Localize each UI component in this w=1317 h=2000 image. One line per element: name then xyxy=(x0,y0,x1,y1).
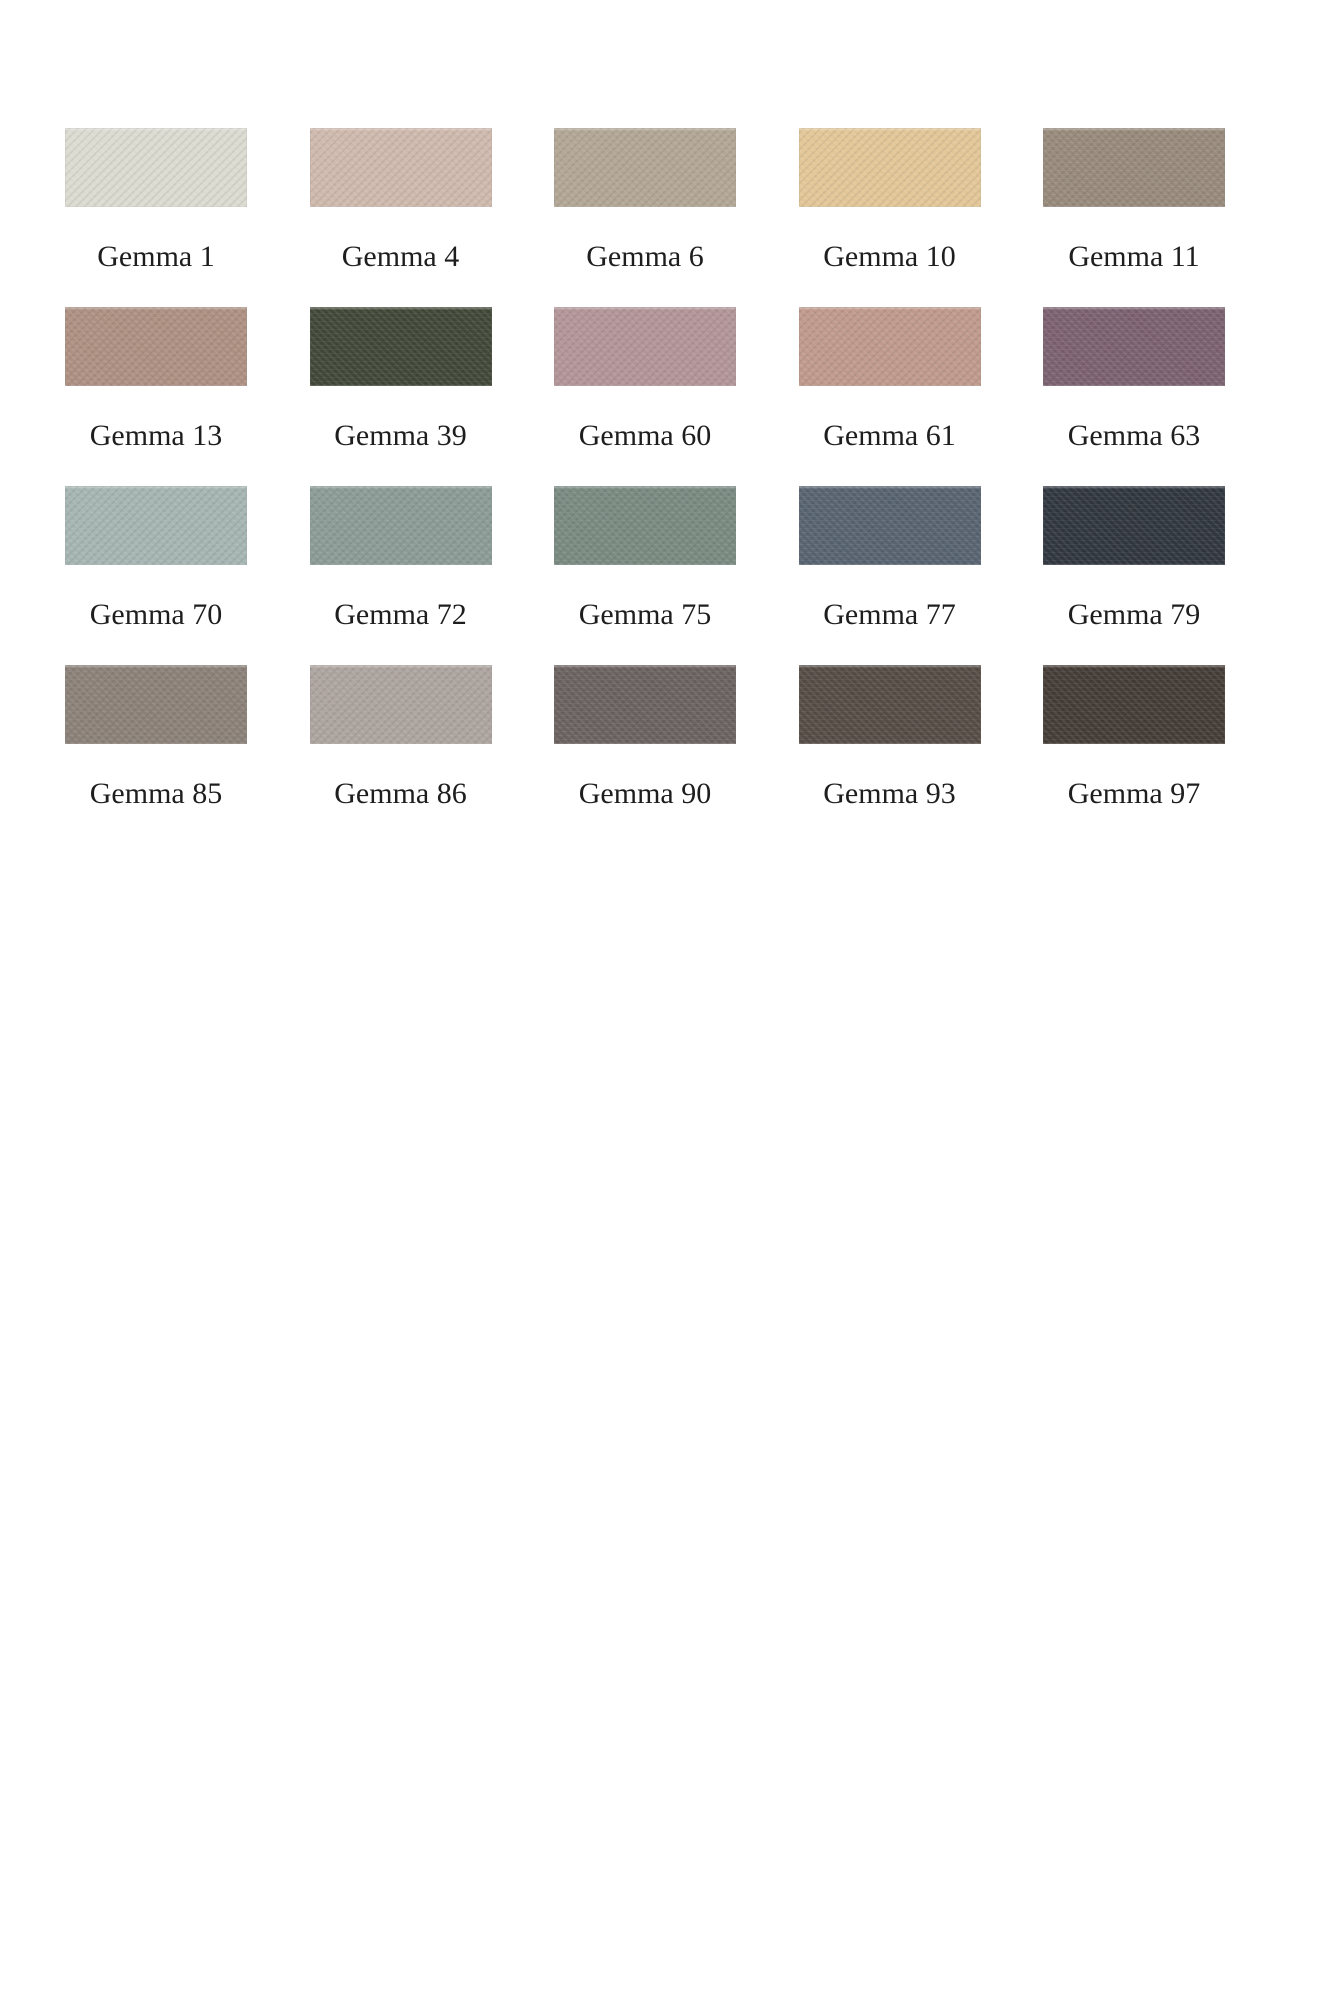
swatch-label: Gemma 75 xyxy=(578,598,712,631)
fabric-swatch-image xyxy=(1043,486,1225,565)
fabric-swatch-image xyxy=(65,307,247,386)
swatch-card xyxy=(1043,307,1225,451)
fabric-swatch-grid xyxy=(65,128,1225,809)
fabric-swatch-image xyxy=(1043,307,1225,386)
swatch-card xyxy=(554,486,736,630)
swatch-card xyxy=(1043,486,1225,630)
fabric-swatch-image xyxy=(554,665,736,744)
swatch-label: Gemma 10 xyxy=(823,240,956,273)
swatch-label: Gemma 6 xyxy=(586,240,704,273)
swatch-label: Gemma 70 xyxy=(89,598,223,631)
swatch-card xyxy=(310,486,492,630)
swatch-card xyxy=(1043,128,1225,272)
swatch-label: Gemma 39 xyxy=(334,419,467,452)
fabric-swatch-image xyxy=(310,128,492,207)
swatch-card xyxy=(65,486,247,630)
fabric-swatch-image xyxy=(799,665,981,744)
fabric-swatch-image xyxy=(65,665,247,744)
swatch-label: Gemma 1 xyxy=(97,240,215,273)
swatch-card xyxy=(1043,665,1225,809)
swatch-card xyxy=(310,128,492,272)
swatch-card xyxy=(65,128,247,272)
swatch-label: Gemma 90 xyxy=(578,777,712,810)
swatch-card xyxy=(310,307,492,451)
swatch-label: Gemma 61 xyxy=(823,419,956,452)
swatch-label: Gemma 60 xyxy=(578,419,712,452)
fabric-swatch-image xyxy=(65,486,247,565)
swatch-card xyxy=(799,486,981,630)
swatch-card xyxy=(65,307,247,451)
swatch-label: Gemma 4 xyxy=(341,240,460,273)
swatch-card xyxy=(554,665,736,809)
fabric-swatch-image xyxy=(554,128,736,207)
swatch-label: Gemma 97 xyxy=(1067,777,1201,810)
fabric-swatch-image xyxy=(1043,665,1225,744)
swatch-card xyxy=(554,307,736,451)
swatch-label: Gemma 93 xyxy=(823,777,956,810)
swatch-label: Gemma 63 xyxy=(1067,419,1201,452)
swatch-label: Gemma 85 xyxy=(89,777,223,810)
fabric-swatch-image xyxy=(65,128,247,207)
fabric-swatch-image xyxy=(1043,128,1225,207)
swatch-label: Gemma 13 xyxy=(89,419,223,452)
fabric-swatch-image xyxy=(310,665,492,744)
swatch-label: Gemma 86 xyxy=(334,777,467,810)
swatch-label: Gemma 79 xyxy=(1067,598,1201,631)
fabric-swatch-image xyxy=(799,307,981,386)
swatch-label: Gemma 77 xyxy=(823,598,956,631)
swatch-card xyxy=(799,307,981,451)
fabric-swatch-image xyxy=(799,128,981,207)
swatch-card xyxy=(65,665,247,809)
swatch-card xyxy=(799,128,981,272)
swatch-card xyxy=(554,128,736,272)
fabric-swatch-image xyxy=(799,486,981,565)
swatch-card xyxy=(310,665,492,809)
swatch-label: Gemma 11 xyxy=(1068,240,1200,273)
swatch-card xyxy=(799,665,981,809)
fabric-swatch-image xyxy=(554,307,736,386)
fabric-swatch-image xyxy=(310,307,492,386)
fabric-swatch-image xyxy=(310,486,492,565)
swatch-label: Gemma 72 xyxy=(334,598,467,631)
fabric-swatch-image xyxy=(554,486,736,565)
